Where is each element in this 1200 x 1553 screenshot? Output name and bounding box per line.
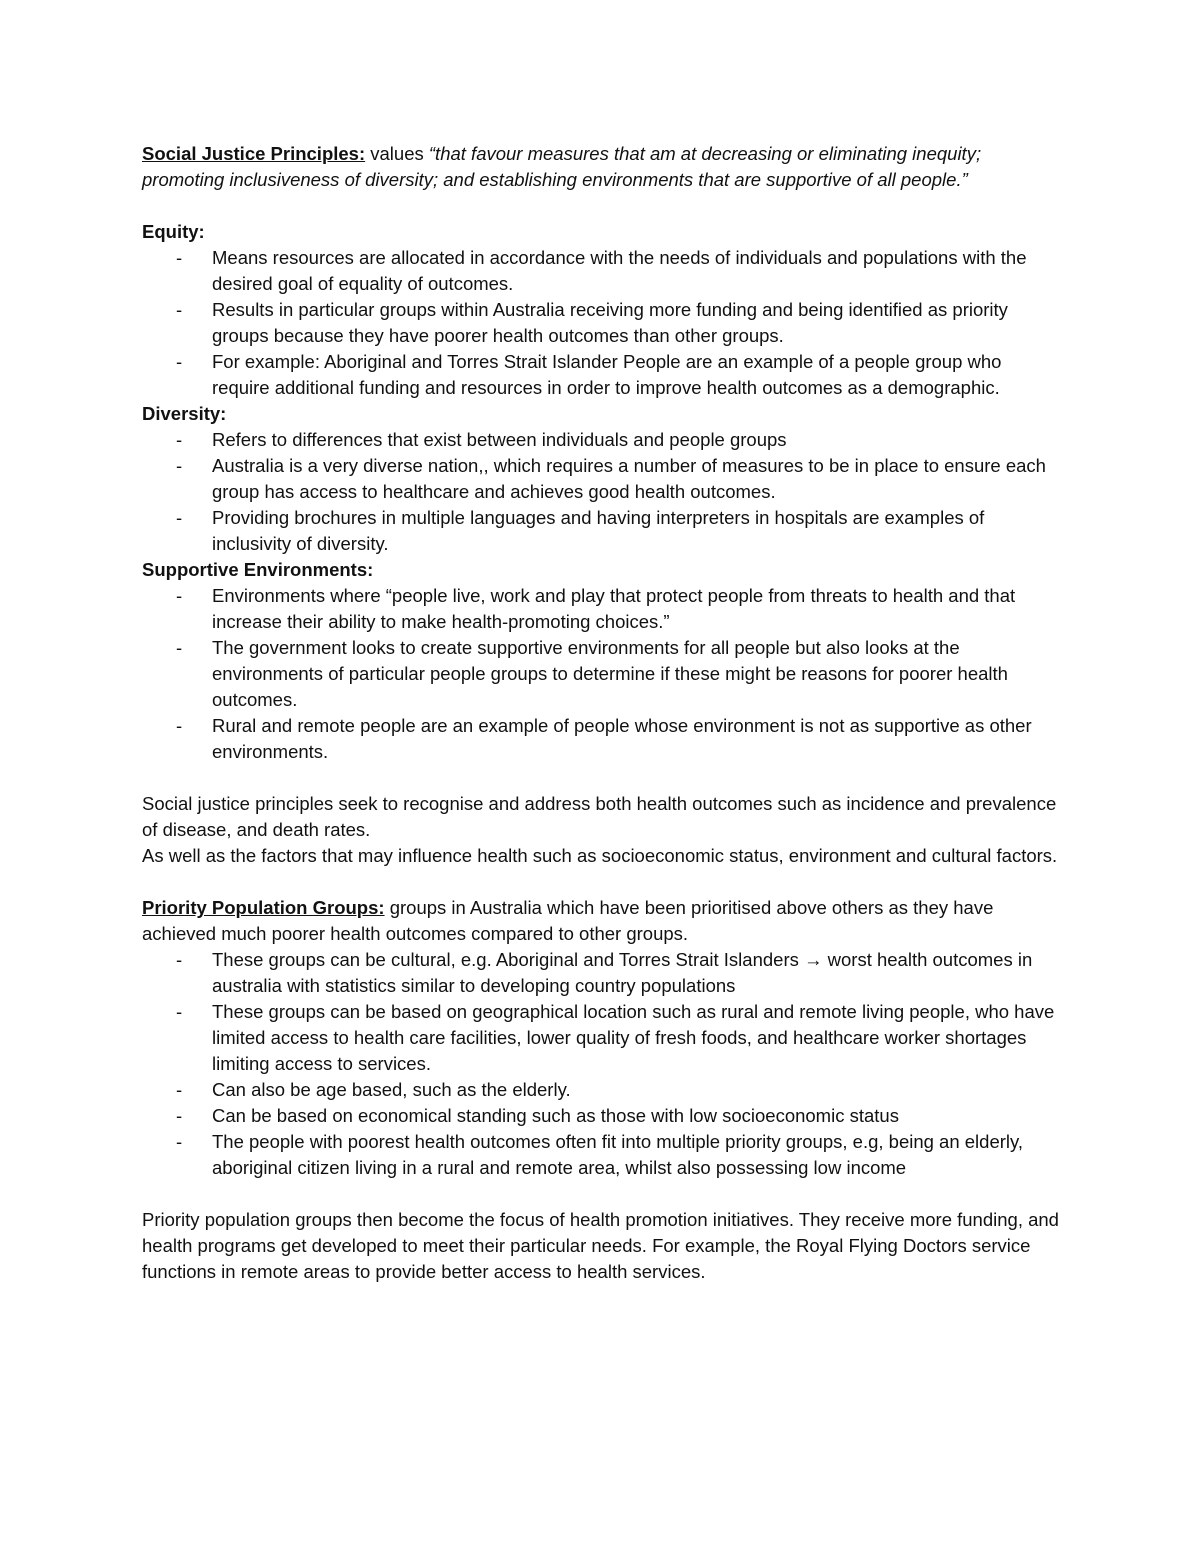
list-item [142,999,1062,1077]
list-item-text: These groups can be cultural, e.g. Aboriginal and Torres Strait Islanders → worst health outcomes in australia with statistics similar to developing country populations [212,949,1033,996]
list-item [142,947,1062,999]
equity-list [142,245,1062,401]
list-item-text: These groups can be based on geographical location such as rural and remote living people, who have limited access to health care facilities, lower quality of fresh foods, and healthcare worker shortages limiting access to services. [212,1001,1055,1074]
list-dash: - [176,299,183,320]
list-item-text: Rural and remote people are an example of people whose environment is not as supportive as other environments. [212,715,1032,762]
intro-paragraph [142,141,1062,193]
list-dash: - [176,949,183,970]
list-item-text: For example: Aboriginal and Torres Strait Islander People are an example of a people group who require additional funding and resources in order to improve health outcomes as a demographic. [212,351,1002,398]
supportive-list [142,583,1062,765]
list-item-text: Environments where “people live, work and play that protect people from threats to health and that increase their ability to make health-promoting choices.” [212,585,1016,632]
list-item [142,297,1062,349]
list-dash: - [176,1131,183,1152]
list-item [142,583,1062,635]
spacer [142,1181,1062,1207]
intro-term: Social Justice Principles: [142,143,366,164]
list-item [142,635,1062,713]
list-item [142,505,1062,557]
spacer [142,869,1062,895]
list-dash: - [176,429,183,450]
list-item-text: Providing brochures in multiple languages and having interpreters in hospitals are examples of inclusivity of diversity. [212,507,985,554]
list-dash: - [176,715,183,736]
diversity-heading: Diversity: [142,403,227,424]
diversity-list [142,427,1062,557]
list-dash: - [176,455,183,476]
conclusion-paragraph: Priority population groups then become the focus of health promotion initiatives. They receive more funding, and health programs get developed to meet their particular needs. For example, the Royal Flying Doctors service functions in remote areas to provide better access to health services. [142,1209,1059,1282]
list-item-text: Can also be age based, such as the elderly. [212,1079,571,1100]
list-dash: - [176,247,183,268]
list-item [142,349,1062,401]
summary-line-2: As well as the factors that may influence health such as socioeconomic status, environment and cultural factors. [142,845,1058,866]
priority-list [142,947,1062,1181]
list-item-text: Refers to differences that exist between individuals and people groups [212,429,787,450]
list-item [142,245,1062,297]
list-item-text: Can be based on economical standing such as those with low socioeconomic status [212,1105,899,1126]
list-item [142,453,1062,505]
list-item-text: The people with poorest health outcomes often fit into multiple priority groups, e.g, being an elderly, aboriginal citizen living in a rural and remote area, whilst also possessing low income [212,1131,1024,1178]
supportive-heading: Supportive Environments: [142,559,374,580]
intro-quote: “that favour measures that am at decreasing or eliminating inequity; promoting inclusiveness of diversity; and establishing environments that are supportive of all people.” [142,143,982,190]
spacer [142,193,1062,219]
list-item [142,1103,1062,1129]
list-item-text: Means resources are allocated in accordance with the needs of individuals and populations with the desired goal of equality of outcomes. [212,247,1027,294]
priority-definition: groups in Australia which have been prioritised above others as they have achieved much poorer health outcomes compared to other groups. [142,897,994,944]
document-page [142,141,1062,1285]
list-item [142,1077,1062,1103]
priority-paragraph [142,895,1062,947]
list-item-text: Australia is a very diverse nation,, which requires a number of measures to be in place to ensure each group has access to healthcare and achieves good health outcomes. [212,455,1046,502]
list-item-text: Results in particular groups within Australia receiving more funding and being identified as priority groups because they have poorer health outcomes than other groups. [212,299,1008,346]
equity-heading: Equity: [142,221,205,242]
list-dash: - [176,1001,183,1022]
list-item [142,1129,1062,1181]
list-dash: - [176,1079,183,1100]
list-dash: - [176,1105,183,1126]
spacer [142,765,1062,791]
list-dash: - [176,351,183,372]
priority-term: Priority Population Groups: [142,897,385,918]
list-item-text: The government looks to create supportive environments for all people but also looks at the environments of particular people groups to determine if these might be reasons for poorer health outcomes. [212,637,1008,710]
intro-lead: values [365,143,429,164]
list-dash: - [176,585,183,606]
list-dash: - [176,507,183,528]
list-item [142,427,1062,453]
summary-line-1: Social justice principles seek to recognise and address both health outcomes such as incidence and prevalence of disease, and death rates. [142,793,1057,840]
list-item [142,713,1062,765]
list-dash: - [176,637,183,658]
